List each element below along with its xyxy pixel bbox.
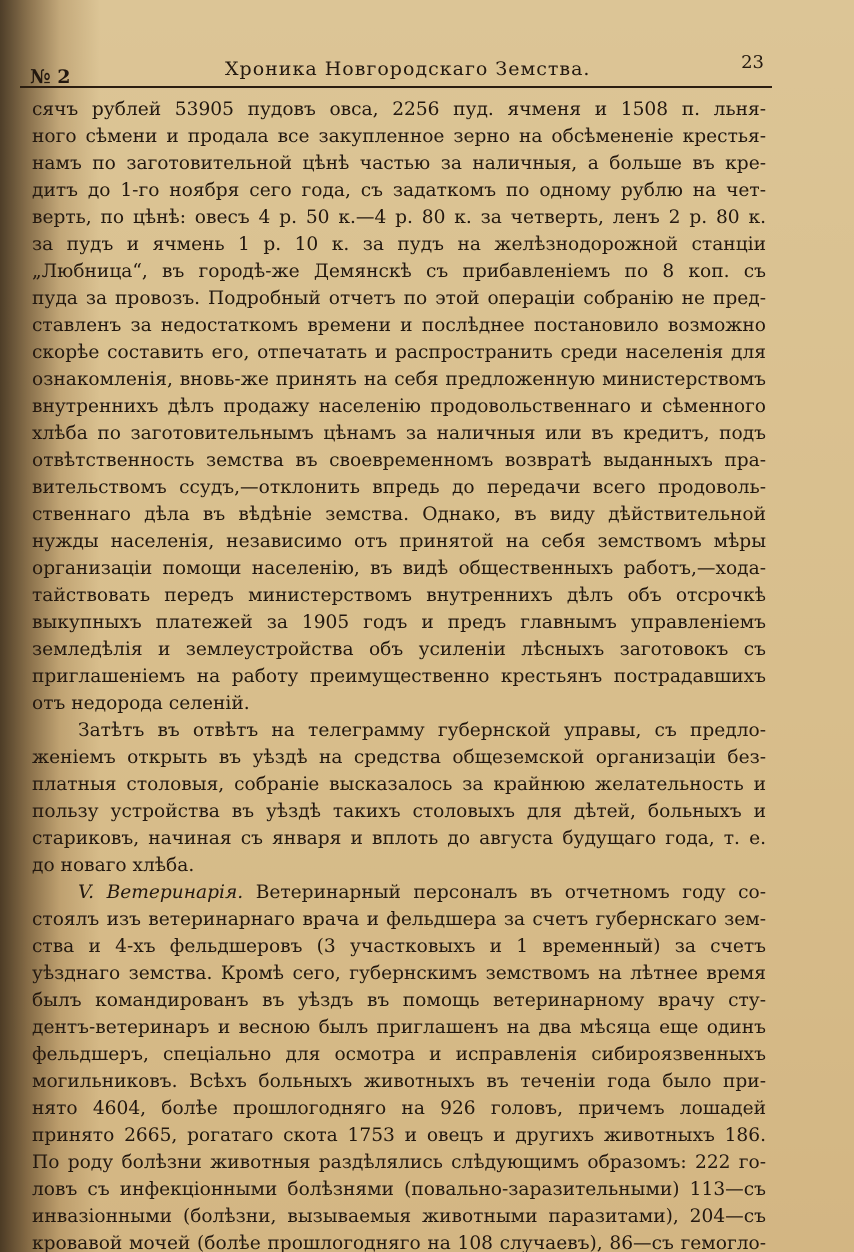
text-line: за пудъ и ячмень 1 р. 10 к. за пудъ на желѣзнодорожной станціи [32,234,766,255]
text-line: женіемъ открыть въ уѣздѣ на средства общеземской организаціи без- [32,747,766,768]
text-line: ознакомленія, вновь-же принять на себя предложенную министерствомъ [32,369,766,390]
text-line: отъ недорода селеній. [32,693,250,714]
text-line: организаціи помощи населенію, въ видѣ общественныхъ работъ,—хода- [32,558,766,579]
text-line: кровавой мочей (болѣе прошлогодняго на 108 случаевъ), 86—съ гемогло- [32,1233,766,1252]
text-line: платныя столовыя, собраніе высказалось за крайнюю желательность и [32,774,766,795]
section-heading: V. Ветеринарія. [78,882,244,903]
text-line: намъ по заготовительной цѣнѣ частью за наличныя, а больше въ кре- [32,153,766,174]
text-line: тайствовать передъ министерствомъ внутреннихъ дѣлъ объ отсрочкѣ [32,585,766,606]
text-line: сячъ рублей 53905 пудовъ овса, 2256 пуд. ячменя и 1508 п. льня- [32,99,766,120]
text-line: приглашеніемъ на работу преимущественно крестьянъ пострадавшихъ [32,666,766,687]
running-header [20,52,772,88]
text-line: ственнаго дѣла въ вѣдѣніе земства. Однако, въ виду дѣйствительной [32,504,766,525]
text-line: ставленъ за недостаткомъ времени и послѣднее постановило возможно [32,315,766,336]
text-line: пользу устройства въ уѣздѣ такихъ столовыхъ для дѣтей, больныхъ и [32,801,766,822]
text-line: По роду болѣзни животныя раздѣлялись слѣдующимъ образомъ: 222 го- [32,1152,766,1173]
text-line: Затѣтъ въ отвѣтъ на телеграмму губернской управы, съ предло- [78,720,766,741]
text-line: верть, по цѣнѣ: овесъ 4 р. 50 к.—4 р. 80 к. за четверть, ленъ 2 р. 80 к. [32,207,766,228]
text-line: хлѣба по заготовительнымъ цѣнамъ за наличныя или въ кредитъ, подъ [32,423,766,444]
text-line: нужды населенія, независимо отъ принятой на себя земствомъ мѣры [32,531,766,552]
text-line: инвазіонными (болѣзни, вызываемыя животными паразитами), 204—съ [32,1206,766,1227]
text-line: уѣзднаго земства. Кромѣ сего, губернскимъ земствомъ на лѣтнее время [32,963,766,984]
text-line: дитъ до 1-го ноября сего года, съ задаткомъ по одному рублю на чет- [32,180,766,201]
text-line: отвѣтственность земства въ своевременномъ возвратѣ выданныхъ пра- [32,450,766,471]
text-line: ловъ съ инфекціонными болѣзнями (повально-заразительными) 113—съ [32,1179,766,1200]
text-line: нято 4604, болѣе прошлогодняго на 926 головъ, причемъ лошадей [32,1098,766,1119]
text-line: до новаго хлѣба. [32,855,195,876]
text-line: ного сѣмени и продала все закупленное зерно на обсѣмененіе крестья- [32,126,766,147]
page-number: 23 [741,52,764,73]
text-line: внутреннихъ дѣлъ продажу населенію продовольственнаго и сѣменного [32,396,766,417]
text-line: пуда за провозъ. Подробный отчетъ по этой операціи собранію не пред- [32,288,766,309]
text-line: могильниковъ. Всѣхъ больныхъ животныхъ въ теченіи года было при- [32,1071,766,1092]
text-line: „Любница“, въ городѣ-же Демянскѣ съ прибавленіемъ по 8 коп. съ [32,261,766,282]
journal-title: Хроника Новгородскаго Земства. [225,58,591,80]
issue-number: № 2 [30,66,71,88]
text-line [32,879,766,906]
text-line: принято 2665, рогатаго скота 1753 и овецъ и другихъ животныхъ 186. [32,1125,766,1146]
text-line: фельдшеръ, спеціально для осмотра и исправленія сибироязвенныхъ [32,1044,766,1065]
text-line: стариковъ, начиная съ января и вплоть до августа будущаго года, т. е. [32,828,766,849]
text-line: дентъ-ветеринаръ и весною былъ приглашенъ на два мѣсяца еще одинъ [32,1017,766,1038]
body-text [32,96,766,1252]
text-line: земледѣлія и землеустройства объ усиленіи лѣсныхъ заготовокъ съ [32,639,766,660]
text-line: вительствомъ ссудъ,—отклонить впредь до передачи всего продоволь- [32,477,766,498]
text-run: Ветеринарный персоналъ въ отчетномъ году со- [243,882,766,903]
text-line: выкупныхъ платежей за 1905 годъ и предъ главнымъ управленіемъ [32,612,766,633]
text-line: былъ командированъ въ уѣздъ въ помощь ветеринарному врачу сту- [32,990,766,1011]
text-line: скорѣе составить его, отпечатать и распространить среди населенія для [32,342,766,363]
text-line: стоялъ изъ ветеринарнаго врача и фельдшера за счетъ губернскаго зем- [32,909,766,930]
text-line: ства и 4-хъ фельдшеровъ (3 участковыхъ и 1 временный) за счетъ [32,936,766,957]
